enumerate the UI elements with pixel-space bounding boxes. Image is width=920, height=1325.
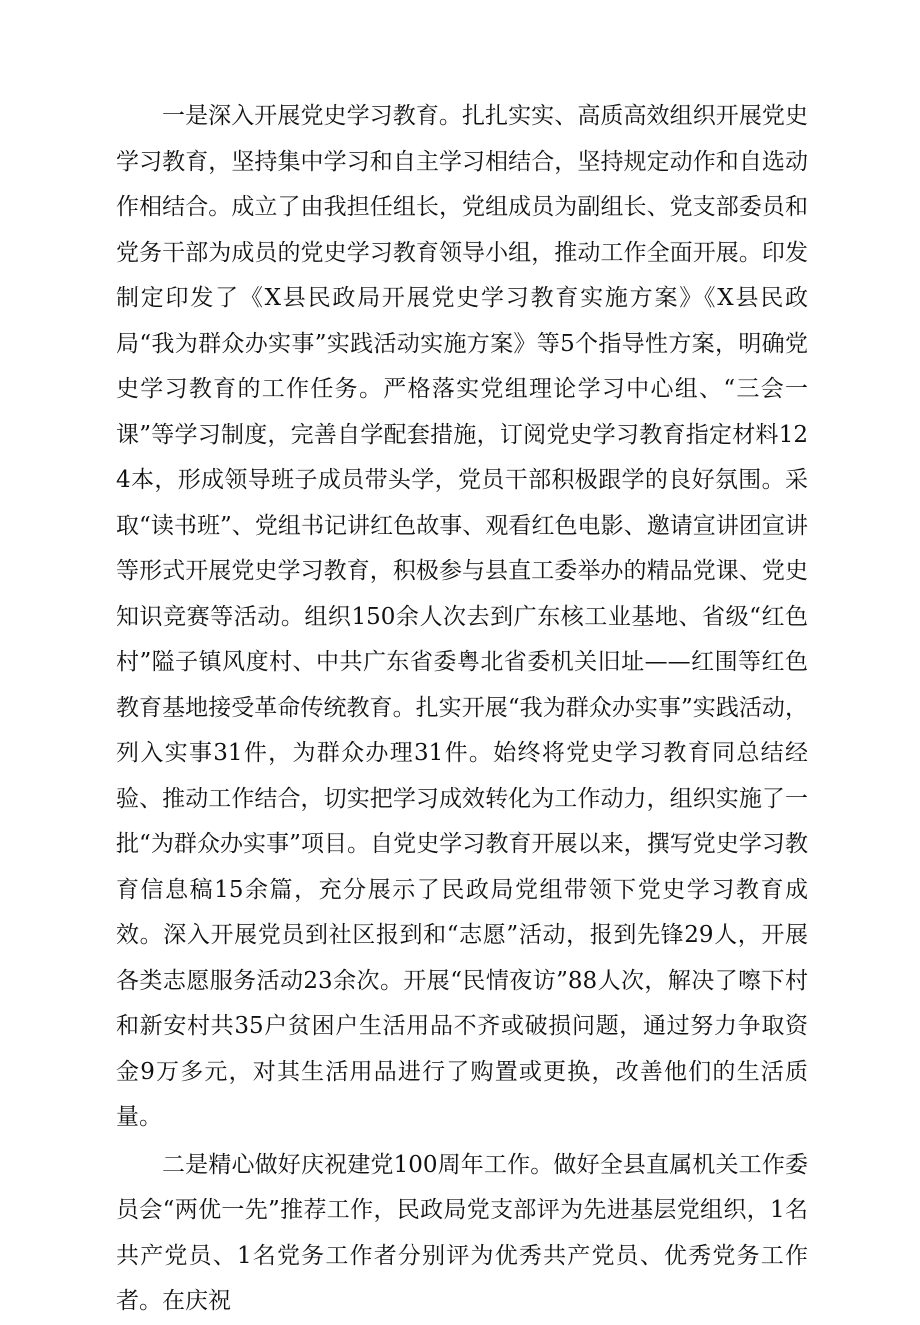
paragraph-party-history-education: 一是深入开展党史学习教育。扎扎实实、高质高效组织开展党史学习教育，坚持集中学习和自主学习相结合，坚持规定动作和自选动作相结合。成立了由我担任组长，党组成员为副组长、党支部委员和党务干部为成员的党史学习教育领导小组，推动工作全面开展。印发制定印发了《X县民政局开展党史学习教育实施方案》《X县民政局“我为群众办实事”实践活动实施方案》等5个指导性方案，明确党史学习教育的工作任务。严格落实党组理论学习中心组、“三会一课”等学习制度，完善自学配套措施，订阅党史学习教育指定材料124本，形成领导班子成员带头学，党员干部积极跟学的良好氛围。采取“读书班”、党组书记讲红色故事、观看红色电影、邀请宣讲团宣讲等形式开展党史学习教育，积极参与县直工委举办的精品党课、党史知识竞赛等活动。组织150余人次去到广东核工业基地、省级“红色村”隘子镇风度村、中共广东省委粤北省委机关旧址——红围等红色教育基地接受革命传统教育。扎实开展“我为群众办实事”实践活动，列入实事31件，为群众办理31件。始终将党史学习教育同总结经验、推动工作结合，切实把学习成效转化为工作动力，组织实施了一批“为群众办实事”项目。自党史学习教育开展以来，撰写党史学习教育信息稿15余篇，充分展示了民政局党组带领下党史学习教育成效。深入开展党员到社区报到和“志愿”活动，报到先锋29人，开展各类志愿服务活动23余次。开展“民情夜访”88人次，解决了嚓下村和新安村共35户贫困户生活用品不齐或破损问题，通过努力争取资金9万多元，对其生活用品进行了购置或更换，改善他们的生活质量。 [116,103,808,1130]
document-body [116,94,808,1325]
paragraph-centenary-celebration: 二是精心做好庆祝建党100周年工作。做好全县直属机关工作委员会“两优一先”推荐工作，民政局党支部评为先进基层党组织，1名共产党员、1名党务工作者分别评为优秀共产党员、优秀党务工作者。在庆祝 [116,1151,808,1314]
